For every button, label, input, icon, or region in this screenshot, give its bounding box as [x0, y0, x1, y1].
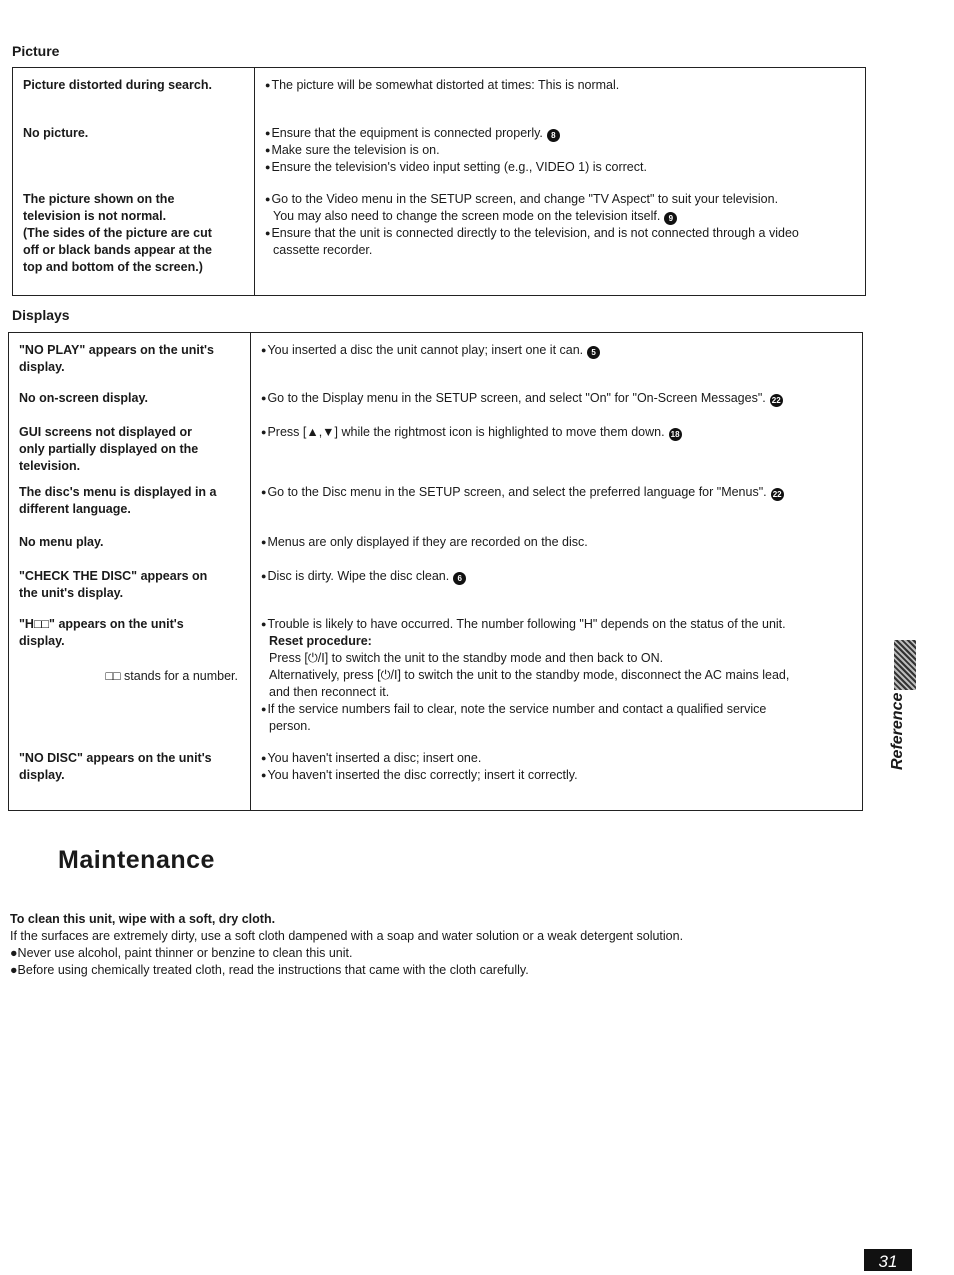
trouble-row	[9, 475, 863, 525]
trouble-row	[9, 333, 863, 381]
solution-cell	[251, 333, 863, 381]
page-reference-icon: 22	[771, 488, 784, 501]
problem-cell	[9, 333, 251, 381]
bullet-icon: ●	[261, 392, 267, 403]
solution-cell	[251, 559, 863, 607]
solution-cell	[255, 182, 866, 296]
problem-line: display.	[19, 633, 65, 648]
trouble-row	[9, 559, 863, 607]
solution-line	[261, 650, 854, 667]
solution-line	[261, 684, 854, 701]
solution-line	[261, 484, 854, 501]
problem-line: "CHECK THE DISC" appears on	[19, 568, 208, 583]
page-reference-icon: 18	[669, 428, 682, 441]
problem-cell	[13, 182, 255, 296]
maintenance-line: If the surfaces are extremely dirty, use a soft cloth dampened with a soap and water solution or a weak detergent solution.	[10, 929, 684, 943]
problem-line: display.	[19, 360, 65, 374]
problem-line: off or black bands appear at the	[23, 242, 212, 257]
solution-text: You haven't inserted the disc correctly; insert it correctly.	[267, 767, 578, 782]
solution-cell	[251, 741, 863, 811]
bullet-icon: ●	[261, 486, 267, 497]
solution-text: Go to the Video menu in the SETUP screen, and change "TV Aspect" to suit your television.	[271, 191, 779, 206]
page-reference-icon: 22	[770, 394, 783, 407]
solution-text: Go to the Display menu in the SETUP screen, and select "On" for "On-Screen Messages".	[267, 390, 766, 405]
solution-text: If the service numbers fail to clear, note the service number and contact a qualified service	[267, 701, 767, 716]
problem-line: "NO PLAY" appears on the unit's	[19, 343, 214, 357]
solution-line	[261, 633, 854, 650]
problem-line: No menu play.	[19, 534, 104, 549]
solution-line	[261, 767, 854, 784]
problem-line: the unit's display.	[19, 585, 124, 600]
solution-line	[265, 208, 857, 225]
reference-side-tab	[885, 640, 919, 790]
problem-line: display.	[19, 767, 65, 782]
solution-line	[265, 242, 857, 259]
bullet-icon: ●	[261, 752, 267, 763]
solution-text: Ensure that the equipment is connected properly.	[271, 125, 543, 140]
solution-cell	[255, 116, 866, 182]
displays-troubleshooting-table	[8, 332, 863, 811]
bullet-icon: ●	[265, 80, 271, 90]
picture-section-title: Picture	[12, 43, 60, 59]
solution-text: Menus are only displayed if they are recorded on the disc.	[267, 534, 588, 549]
problem-line: The disc's menu is displayed in a	[19, 484, 217, 499]
problem-cell	[9, 741, 251, 811]
picture-troubleshooting-table	[12, 67, 866, 296]
solution-text: You may also need to change the screen mode on the television itself.	[273, 208, 661, 223]
problem-line: "NO DISC" appears on the unit's	[19, 750, 212, 765]
solution-line	[261, 667, 854, 684]
problem-cell	[9, 559, 251, 607]
displays-section-title: Displays	[12, 307, 70, 323]
page-reference-icon: 9	[664, 212, 677, 225]
problem-cell	[9, 415, 251, 475]
bullet-icon: ●	[265, 144, 271, 155]
solution-line	[261, 718, 854, 735]
maintenance-lead: To clean this unit, wipe with a soft, dry cloth.	[10, 912, 276, 926]
problem-line: only partially displayed on the	[19, 441, 199, 456]
bullet-icon: ●	[265, 227, 271, 238]
bullet-icon: ●	[261, 536, 267, 547]
solution-line	[261, 750, 854, 767]
problem-line: No picture.	[23, 125, 89, 140]
bullet-icon: ●	[261, 426, 267, 437]
trouble-row	[9, 381, 863, 415]
solution-line	[265, 191, 857, 208]
solution-cell	[251, 607, 863, 741]
problem-cell	[9, 607, 251, 741]
trouble-row	[9, 415, 863, 475]
solution-line	[261, 390, 854, 407]
problem-line: The picture shown on the	[23, 191, 175, 206]
maintenance-line: ●Never use alcohol, paint thinner or benzine to clean this unit.	[10, 946, 353, 960]
solution-cell	[251, 415, 863, 475]
solution-text: Alternatively, press [⏻/I] to switch the unit to the standby mode, disconnect the AC mains lead,	[269, 667, 790, 682]
solution-line	[265, 77, 857, 94]
problem-cell	[13, 116, 255, 182]
solution-text: You haven't inserted a disc; insert one.	[267, 750, 482, 765]
solution-line	[265, 125, 857, 142]
trouble-row	[13, 116, 866, 182]
solution-text: Reset procedure:	[269, 633, 372, 648]
side-tab-label: Reference	[889, 692, 906, 770]
trouble-row	[9, 525, 863, 559]
solution-line	[261, 616, 854, 633]
solution-cell	[251, 525, 863, 559]
solution-text: Press [▲,▼] while the rightmost icon is highlighted to move them down.	[267, 424, 665, 439]
problem-line: "H□□" appears on the unit's	[19, 616, 184, 631]
solution-text: and then reconnect it.	[269, 684, 390, 699]
problem-line: television is not normal.	[23, 208, 167, 223]
problem-line: different language.	[19, 501, 131, 516]
solution-text: The picture will be somewhat distorted at times: This is normal.	[271, 78, 620, 92]
solution-text: Trouble is likely to have occurred. The number following "H" depends on the status of the unit.	[267, 616, 786, 631]
solution-text: Make sure the television is on.	[271, 142, 440, 157]
bullet-icon: ●	[261, 345, 267, 355]
problem-line: No on-screen display.	[19, 390, 148, 405]
bullet-icon: ●	[261, 570, 267, 581]
problem-cell	[9, 475, 251, 525]
solution-text: person.	[269, 718, 311, 733]
problem-line: television.	[19, 458, 81, 473]
maintenance-title: Maintenance	[58, 846, 215, 874]
solution-text: Ensure that the unit is connected directly to the television, and is not connected through a video	[271, 225, 799, 240]
page-reference-icon: 5	[587, 346, 600, 359]
solution-line	[261, 568, 854, 585]
bullet-icon: ●	[261, 618, 267, 629]
bullet-icon: ●	[265, 127, 271, 138]
problem-line: (The sides of the picture are cut	[23, 225, 212, 240]
solution-text: Press [⏻/I] to switch the unit to the standby mode and then back to ON.	[269, 650, 664, 665]
page-number: 31	[864, 1249, 912, 1271]
problem-cell	[13, 68, 255, 116]
trouble-row	[9, 741, 863, 811]
solution-cell	[251, 381, 863, 415]
solution-text: Disc is dirty. Wipe the disc clean.	[267, 568, 450, 583]
trouble-row	[13, 182, 866, 296]
trouble-row	[9, 607, 863, 741]
solution-line	[265, 142, 857, 159]
maintenance-body	[10, 911, 910, 979]
solution-text: Ensure the television's video input setting (e.g., VIDEO 1) is correct.	[271, 159, 647, 174]
problem-line: top and bottom of the screen.)	[23, 259, 203, 274]
bullet-icon: ●	[265, 161, 271, 172]
problem-line: GUI screens not displayed or	[19, 424, 192, 439]
solution-line	[265, 225, 857, 242]
solution-line	[261, 424, 854, 441]
page-reference-icon: 8	[547, 129, 560, 142]
solution-text: You inserted a disc the unit cannot play; insert one it can.	[267, 343, 584, 357]
trouble-row	[13, 68, 866, 116]
bullet-icon: ●	[261, 703, 267, 714]
solution-text: cassette recorder.	[273, 242, 373, 257]
problem-cell	[9, 381, 251, 415]
problem-note: □□ stands for a number.	[105, 668, 238, 683]
problem-line: Picture distorted during search.	[23, 78, 212, 92]
problem-cell	[9, 525, 251, 559]
solution-line	[261, 534, 854, 551]
solution-cell	[255, 68, 866, 116]
side-tab-pattern	[894, 640, 916, 690]
page-reference-icon: 6	[453, 572, 466, 585]
bullet-icon: ●	[265, 193, 271, 204]
solution-cell	[251, 475, 863, 525]
solution-text: Go to the Disc menu in the SETUP screen, and select the preferred language for "Menus".	[267, 484, 767, 499]
maintenance-line: ●Before using chemically treated cloth, read the instructions that came with the cloth carefully.	[10, 963, 529, 977]
solution-line	[261, 342, 854, 359]
solution-line	[265, 159, 857, 176]
solution-line	[261, 701, 854, 718]
bullet-icon: ●	[261, 769, 267, 780]
